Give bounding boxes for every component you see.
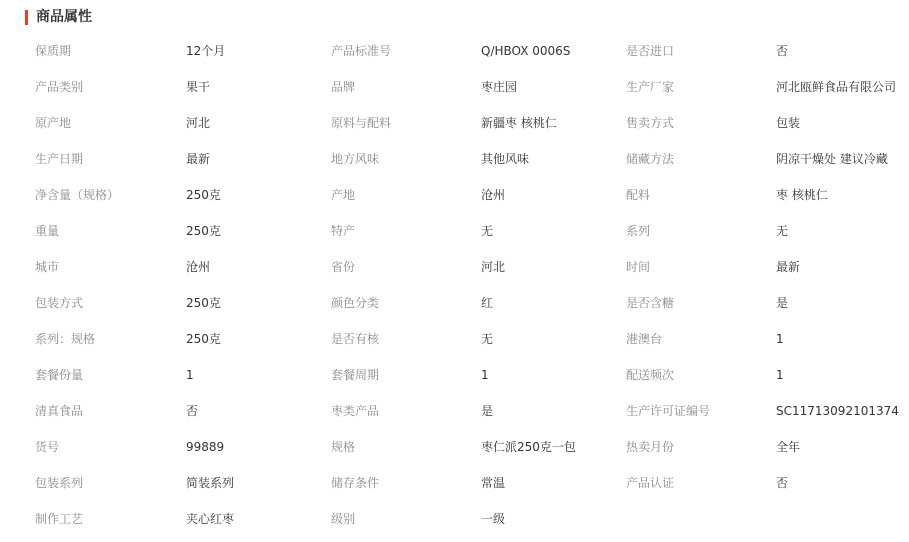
attribute-key: 是否含糖 (626, 296, 675, 310)
attribute-row (35, 33, 905, 69)
section-header (25, 7, 92, 27)
attribute-key: 特产 (331, 224, 356, 238)
attribute-value: 枣庄园 (481, 80, 518, 94)
attribute-key: 净含量（规格） (35, 188, 120, 202)
attribute-key: 配料 (626, 188, 651, 202)
attribute-key: 重量 (35, 224, 60, 238)
section-accent-bar (25, 10, 28, 25)
attribute-key: 枣类产品 (331, 404, 380, 418)
attribute-key: 包装系列 (35, 476, 84, 490)
attribute-key: 产地 (331, 188, 356, 202)
attribute-row (35, 213, 905, 249)
attribute-row (35, 501, 905, 537)
attribute-value: 其他风味 (481, 152, 530, 166)
attribute-key: 时间 (626, 260, 651, 274)
attribute-key: 港澳台 (626, 332, 663, 346)
attribute-value: 250克 (186, 224, 221, 238)
attribute-key: 产品标准号 (331, 44, 392, 58)
attribute-key: 城市 (35, 260, 60, 274)
attribute-value: 是 (776, 296, 789, 310)
attribute-value: 枣 核桃仁 (776, 188, 828, 202)
attribute-key: 售卖方式 (626, 116, 675, 130)
attribute-row (35, 177, 905, 213)
attribute-value: Q/HBOX 0006S (481, 44, 571, 58)
attribute-value: 一级 (481, 512, 506, 526)
attribute-key: 货号 (35, 440, 60, 454)
attribute-key: 产品类别 (35, 80, 84, 94)
attribute-value: 250克 (186, 332, 221, 346)
attribute-key: 原料与配料 (331, 116, 392, 130)
attribute-value: 无 (776, 224, 789, 238)
attribute-key: 是否有核 (331, 332, 380, 346)
attribute-value: 枣仁派250克一包 (481, 440, 576, 454)
attribute-key: 省份 (331, 260, 356, 274)
attribute-key: 热卖月份 (626, 440, 675, 454)
attribute-value: 12个月 (186, 44, 226, 58)
attribute-key: 套餐周期 (331, 368, 380, 382)
attribute-key: 颜色分类 (331, 296, 380, 310)
attribute-value: 简装系列 (186, 476, 235, 490)
attribute-key: 包装方式 (35, 296, 84, 310)
attribute-value: 河北 (481, 260, 506, 274)
attribute-value: 无 (481, 332, 494, 346)
attribute-value: 250克 (186, 188, 221, 202)
attribute-value: 1 (186, 368, 194, 382)
attribute-key: 清真食品 (35, 404, 84, 418)
attribute-value: 全年 (776, 440, 801, 454)
attribute-value: 是 (481, 404, 494, 418)
attribute-key: 制作工艺 (35, 512, 84, 526)
section-title: 商品属性 (36, 9, 92, 25)
attribute-key: 储存条件 (331, 476, 380, 490)
attribute-value: 河北 (186, 116, 211, 130)
attribute-key: 原产地 (35, 116, 72, 130)
attribute-value: 红 (481, 296, 494, 310)
attribute-value: 否 (776, 476, 789, 490)
attribute-value: 250克 (186, 296, 221, 310)
attribute-value: 1 (776, 368, 784, 382)
attribute-key: 生产许可证编号 (626, 404, 711, 418)
attribute-key: 生产日期 (35, 152, 84, 166)
attribute-row (35, 285, 905, 321)
attribute-row (35, 429, 905, 465)
attribute-key: 系列 (626, 224, 651, 238)
attribute-value: 新疆枣 核桃仁 (481, 116, 557, 130)
attribute-table (35, 33, 905, 537)
attribute-key: 套餐份量 (35, 368, 84, 382)
attribute-value: 沧州 (186, 260, 211, 274)
attribute-value: 河北瓯鲜食品有限公司 (776, 80, 897, 94)
attribute-value: 无 (481, 224, 494, 238)
attribute-value: 最新 (186, 152, 211, 166)
attribute-value: 阴凉干燥处 建议冷藏 (776, 152, 888, 166)
attribute-row (35, 393, 905, 429)
attribute-key: 地方风味 (331, 152, 380, 166)
attribute-value: 1 (481, 368, 489, 382)
attribute-row (35, 141, 905, 177)
attribute-row (35, 69, 905, 105)
attribute-row (35, 357, 905, 393)
attribute-value: 否 (186, 404, 199, 418)
attribute-key: 产品认证 (626, 476, 675, 490)
attribute-value: SC11713092101374 (776, 404, 899, 418)
attribute-key: 保质期 (35, 44, 72, 58)
attribute-value: 99889 (186, 440, 225, 454)
attribute-value: 果干 (186, 80, 211, 94)
attribute-key: 生产厂家 (626, 80, 675, 94)
attribute-key: 储藏方法 (626, 152, 675, 166)
attribute-key: 配送频次 (626, 368, 675, 382)
attribute-key: 级别 (331, 512, 356, 526)
attribute-row (35, 465, 905, 501)
attribute-row (35, 321, 905, 357)
attribute-value: 常温 (481, 476, 506, 490)
attribute-value: 包装 (776, 116, 801, 130)
attribute-value: 否 (776, 44, 789, 58)
attribute-value: 夹心红枣 (186, 512, 235, 526)
attribute-row (35, 249, 905, 285)
attribute-value: 1 (776, 332, 784, 346)
attribute-key: 规格 (331, 440, 356, 454)
attribute-value: 最新 (776, 260, 801, 274)
attribute-value: 沧州 (481, 188, 506, 202)
attribute-key: 是否进口 (626, 44, 675, 58)
attribute-key: 系列：规格 (35, 332, 96, 346)
attribute-key: 品牌 (331, 80, 356, 94)
attribute-row (35, 105, 905, 141)
